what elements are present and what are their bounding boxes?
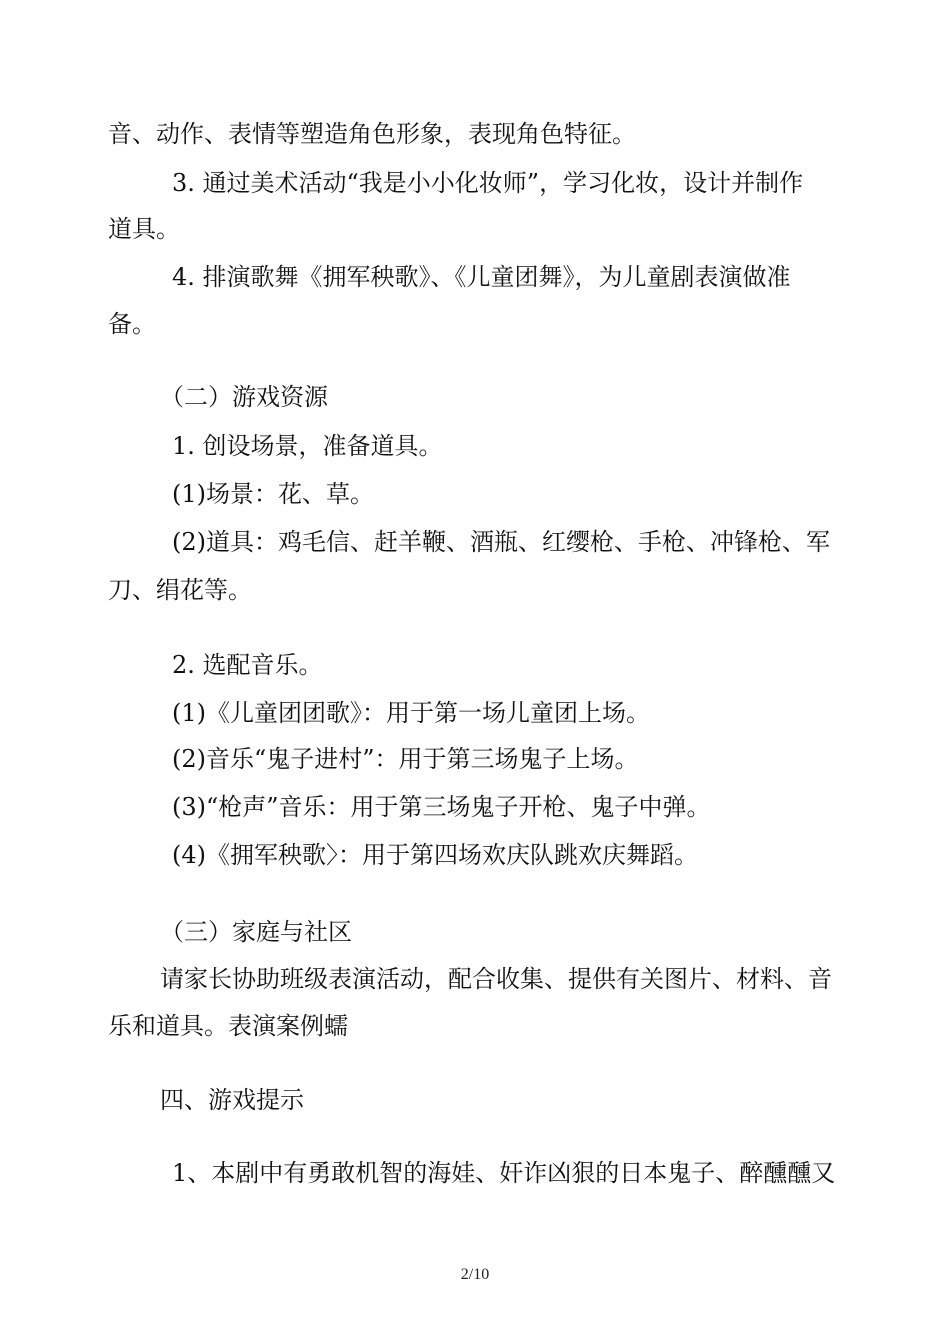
page-number: 2/10 [460, 1266, 490, 1283]
text-line: 请家长协助班级表演活动，配合收集、提供有关图片、材料、音 [160, 965, 832, 993]
text-line: (2)道具：鸡毛信、赶羊鞭、酒瓶、红缨枪、手枪、冲锋枪、军 [172, 528, 830, 556]
text-line: 备。 [108, 310, 156, 338]
text-line: 1. 创设场景，准备道具。 [172, 432, 443, 460]
text-line: (2)音乐“鬼子进村”：用于第三场鬼子上场。 [172, 745, 639, 773]
text-line: 乐和道具。表演案例蠕 [108, 1012, 348, 1040]
section-heading: （二）游戏资源 [160, 383, 328, 411]
text-line: 3. 通过美术活动“我是小小化妆师”，学习化妆，设计并制作 [172, 169, 804, 197]
text-line: 4. 排演歌舞《拥军秧歌》、《儿童团舞》，为儿童剧表演做准 [172, 263, 791, 291]
section-heading: 四、游戏提示 [160, 1086, 304, 1114]
section-heading: （三）家庭与社区 [160, 918, 352, 946]
text-line: 道具。 [108, 215, 180, 243]
text-line: 2. 选配音乐。 [172, 651, 323, 679]
text-line: 刀、绢花等。 [108, 576, 252, 604]
text-line: 音、动作、表情等塑造角色形象，表现角色特征。 [108, 120, 636, 148]
text-line: (3)“枪声”音乐：用于第三场鬼子开枪、鬼子中弹。 [172, 793, 711, 821]
text-line: (4)《拥军秧歌〉：用于第四场欢庆队跳欢庆舞蹈。 [172, 841, 698, 869]
text-line: (1)场景：花、草。 [172, 480, 374, 508]
text-line: 1、本剧中有勇敢机智的海娃、奸诈凶狠的日本鬼子、醉醺醺又 [172, 1159, 836, 1187]
text-line: (1)《儿童团团歌》：用于第一场儿童团上场。 [172, 699, 650, 727]
